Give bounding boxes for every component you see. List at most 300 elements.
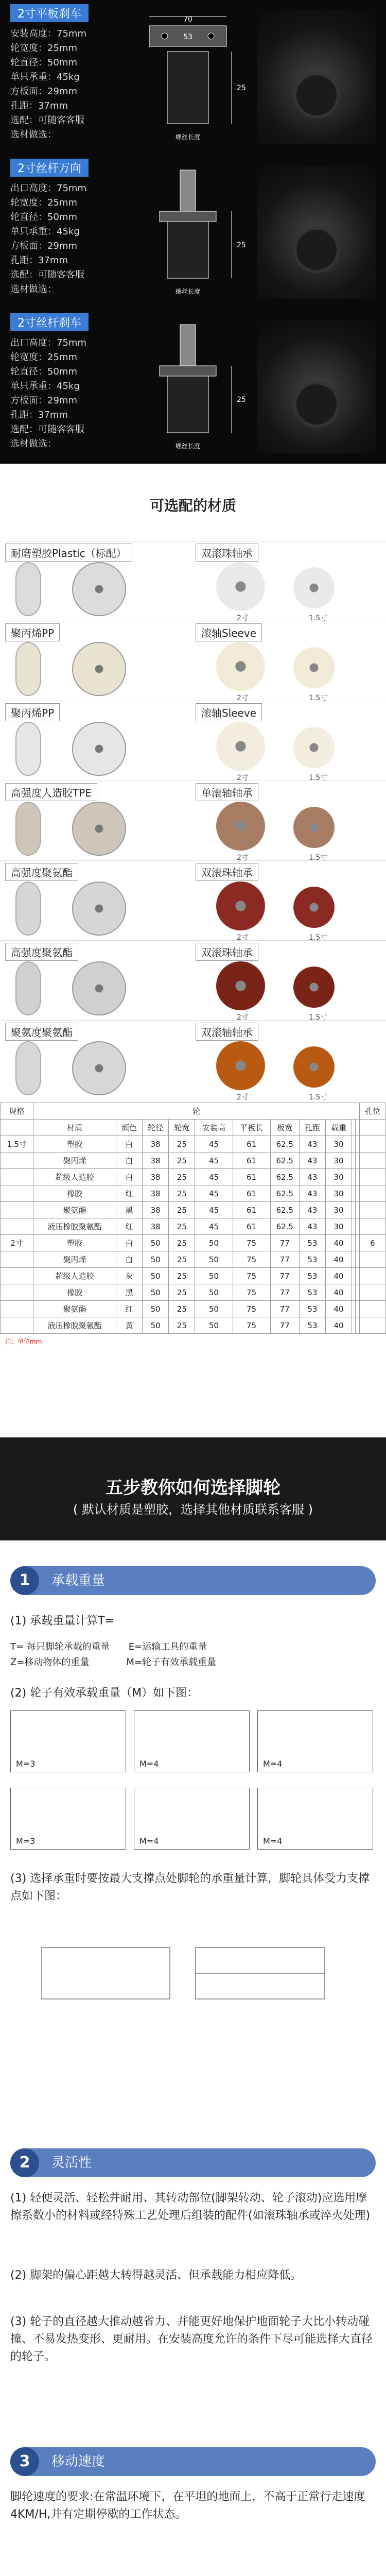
formula-label: M=3 <box>16 1759 36 1769</box>
table-cell: 灰 <box>116 1268 142 1284</box>
table-cell <box>1 1251 33 1268</box>
table-cell: 61 <box>233 1185 270 1202</box>
table-cell: 62.5 <box>270 1169 299 1185</box>
table-header: 规格 <box>1 1103 33 1120</box>
table-cell <box>359 1251 385 1268</box>
step-paragraph: 脚轮速度的要求:在常温环境下，在平坦的地面上，不高于正常行走速度4KM/H,并有定期停歇的工作状态。 <box>10 2490 365 2521</box>
spec-line: 轮宽度：25mm <box>10 352 77 363</box>
table-cell: 30 <box>325 1218 352 1235</box>
spec-line: 选材做选： <box>10 438 57 449</box>
table-cell <box>356 1153 359 1169</box>
table-cell: 40 <box>325 1268 352 1284</box>
material-name: 高强度聚氨酯 <box>5 863 78 881</box>
spec-line: 轮直径：50mm <box>10 57 77 68</box>
spec-line: 孔距：37mm <box>10 255 68 266</box>
table-cell: 25 <box>169 1218 195 1235</box>
table-cell: 77 <box>270 1251 299 1268</box>
table-cell: 橡胶 <box>33 1185 116 1202</box>
table-cell: 50 <box>195 1317 233 1334</box>
table-cell: 45 <box>195 1218 233 1235</box>
spec-line: 出口高度：75mm <box>10 337 86 348</box>
table-row <box>1 1169 386 1185</box>
table-cell: 超级人造胶 <box>33 1169 116 1185</box>
table-cell: 聚丙烯 <box>33 1153 116 1169</box>
table-cell <box>352 1235 356 1251</box>
table-cell <box>352 1251 356 1268</box>
table-cell: 50 <box>143 1235 169 1251</box>
table-cell <box>1 1284 33 1301</box>
table-cell: 38 <box>143 1202 169 1218</box>
table-cell <box>356 1136 359 1153</box>
table-cell: 30 <box>325 1185 352 1202</box>
table-cell: 75 <box>233 1284 270 1301</box>
table-footnote: 注：单位mm <box>5 1338 42 1345</box>
table-cell <box>359 1185 385 1202</box>
table-subheader: 载重 <box>325 1120 352 1136</box>
table-cell: 白 <box>116 1251 142 1268</box>
size-label: 1.5寸 <box>309 774 328 782</box>
spec-line: 单只承重：45kg <box>10 381 80 392</box>
spec-panel-3 <box>0 309 386 464</box>
table-cell <box>352 1268 356 1284</box>
five-steps-banner <box>0 1437 386 1540</box>
table-cell: 50 <box>143 1284 169 1301</box>
step-paragraph: (1) 承载重量计算T= <box>10 1615 115 1628</box>
table-cell: 红 <box>116 1185 142 1202</box>
material-name: 聚丙烯PP <box>5 703 60 721</box>
bearing-name: 滚轴Sleeve <box>196 703 262 721</box>
table-cell <box>352 1284 356 1301</box>
table-subheader-row <box>1 1120 386 1136</box>
table-cell: 50 <box>195 1268 233 1284</box>
spec-line: 孔距：37mm <box>10 100 68 111</box>
size-label: 1.5寸 <box>309 854 328 862</box>
step-paragraph: (2) 脚架的偏心距越大转得越灵活、但承载能力相应降低。 <box>10 2269 302 2282</box>
table-cell: 25 <box>169 1136 195 1153</box>
table-cell: 43 <box>299 1202 325 1218</box>
formula-box <box>10 1710 126 1772</box>
table-row <box>1 1202 386 1218</box>
table-cell: 45 <box>195 1169 233 1185</box>
spec-line: 选配：可随客客服 <box>10 424 84 435</box>
table-row <box>1 1284 386 1301</box>
table-row <box>1 1218 386 1235</box>
table-cell: 50 <box>195 1251 233 1268</box>
materials-heading: 可选配的材质 <box>149 497 236 514</box>
step-paragraph: (1) 轻便灵活、轻松并耐用、其转动部位(脚架转动、轮子滚动)应选用摩擦系数小的材料或经特殊工艺处理后组装的配件(如滚珠轴承或淬火处理) <box>10 2192 371 2222</box>
size-label: 2寸 <box>237 854 249 862</box>
table-cell: 黑 <box>116 1202 142 1218</box>
step-number: 3 <box>10 2447 39 2476</box>
wheel-front-image <box>72 1041 126 1095</box>
table-cell: 30 <box>325 1169 352 1185</box>
table-cell: 43 <box>299 1218 325 1235</box>
wheel-small-image <box>293 967 335 1008</box>
table-cell: 53 <box>299 1301 325 1317</box>
formula-label: M=4 <box>263 1836 283 1846</box>
formula-box <box>10 1788 126 1850</box>
material-row <box>0 860 386 940</box>
table-cell <box>356 1251 359 1268</box>
table-cell: 61 <box>233 1202 270 1218</box>
material-name: 聚氨度聚氨酯 <box>5 1023 78 1041</box>
table-cell <box>352 1185 356 1202</box>
table-cell <box>352 1202 356 1218</box>
table-cell: 75 <box>233 1301 270 1317</box>
spec-table-section <box>0 1103 386 1391</box>
size-label: 1.5寸 <box>309 694 328 702</box>
caster-photo <box>257 10 376 144</box>
table-cell: 53 <box>299 1317 325 1334</box>
table-row <box>1 1235 386 1251</box>
table-cell: 77 <box>270 1301 299 1317</box>
wheel-side-image <box>15 722 41 776</box>
wheel-side-image <box>15 882 41 936</box>
table-subheader: 轮径 <box>143 1120 169 1136</box>
table-cell: 53 <box>299 1268 325 1284</box>
wheel-large-image <box>216 961 265 1010</box>
table-header: 轮 <box>33 1103 360 1120</box>
step-title: 灵活性 <box>51 2155 92 2171</box>
spec-line: 方板面：29mm <box>10 395 77 406</box>
bearing-name: 双滚珠轴承 <box>196 863 258 881</box>
wheel-large-image <box>216 882 265 930</box>
formula-box <box>257 1710 373 1772</box>
wheel-side-image <box>15 961 41 1015</box>
table-cell: 聚氨酯 <box>33 1202 116 1218</box>
table-cell: 40 <box>325 1251 352 1268</box>
formula-label: M=4 <box>139 1836 159 1846</box>
formula-box <box>134 1788 250 1850</box>
size-label: 2寸 <box>237 694 249 702</box>
wheel-small-image <box>293 1046 335 1088</box>
table-cell <box>356 1268 359 1284</box>
spec-line: 选配：可随客客服 <box>10 115 84 126</box>
five-steps-subtitle: ( 默认材质是塑胶，选择其他材质联系客服 ) <box>73 1502 313 1517</box>
spec-lines <box>10 336 86 451</box>
wheel-small-image <box>293 807 335 848</box>
table-row <box>1 1268 386 1284</box>
formula-label: M=4 <box>139 1759 159 1769</box>
table-header: 孔位 <box>359 1103 385 1120</box>
table-subheader: 材质 <box>33 1120 116 1136</box>
wheel-large-image <box>216 1041 265 1090</box>
table-cell <box>1 1301 33 1317</box>
spec-line: 出口高度：75mm <box>10 183 86 194</box>
diagram-top-dim: 70 <box>183 15 192 24</box>
table-row <box>1 1317 386 1334</box>
table-cell: 43 <box>299 1169 325 1185</box>
table-cell <box>356 1317 359 1334</box>
table-cell <box>359 1218 385 1235</box>
table-header-row <box>1 1103 386 1120</box>
material-row <box>0 1020 386 1100</box>
table-subheader <box>352 1120 356 1136</box>
table-cell: 红 <box>116 1218 142 1235</box>
table-cell: 25 <box>169 1169 195 1185</box>
size-label: 1.5寸 <box>309 614 328 622</box>
table-cell <box>352 1136 356 1153</box>
material-row <box>0 541 386 621</box>
table-cell <box>359 1301 385 1317</box>
five-steps-title: 五步教你如何选择脚轮 <box>106 1478 280 1498</box>
wheel-side-image <box>15 642 41 696</box>
table-cell <box>352 1317 356 1334</box>
spec-line: 选材做选： <box>10 284 57 295</box>
spec-line: 方板面：29mm <box>10 86 77 97</box>
table-subheader: 板宽 <box>270 1120 299 1136</box>
table-cell: 红 <box>116 1301 142 1317</box>
table-cell: 45 <box>195 1202 233 1218</box>
spec-title: 2寸丝杆万向 <box>10 159 89 177</box>
size-label: 2寸 <box>237 934 249 942</box>
table-cell: 75 <box>233 1251 270 1268</box>
table-cell: 77 <box>270 1235 299 1251</box>
caster-diagram <box>129 165 247 299</box>
table-cell: 45 <box>195 1136 233 1153</box>
table-cell: 25 <box>169 1185 195 1202</box>
table-cell: 50 <box>195 1235 233 1251</box>
caster-diagram <box>129 319 247 453</box>
formula-label: M=3 <box>16 1836 36 1846</box>
formula-row <box>10 1710 376 1777</box>
formula-label: M=4 <box>263 1759 283 1769</box>
size-label: 1.5寸 <box>309 1093 328 1100</box>
spec-line: 孔距：37mm <box>10 410 68 420</box>
size-label: 2寸 <box>237 774 249 782</box>
spec-line: 轮直径：50mm <box>10 366 77 377</box>
table-row <box>1 1251 386 1268</box>
spec-line: 选配：可随客客服 <box>10 269 84 280</box>
bearing-name: 双滚珠轴承 <box>196 544 258 562</box>
material-name: 高强度聚氨酯 <box>5 943 78 961</box>
table-cell: 白 <box>116 1153 142 1169</box>
table-subheader: 颜色 <box>116 1120 142 1136</box>
caster-photo <box>257 319 376 453</box>
wheel-large-image <box>216 802 265 851</box>
table-cell <box>1 1268 33 1284</box>
material-row <box>0 621 386 701</box>
table-cell: 2寸 <box>1 1235 33 1251</box>
table-subheader <box>356 1120 359 1136</box>
table-cell <box>356 1218 359 1235</box>
diagram-height-dim: 25 <box>237 84 246 92</box>
table-cell: 61 <box>233 1169 270 1185</box>
step-paragraph: (3) 选择承重时要按最大支撑点处脚轮的承重量计算，脚轮具体受力支撑点如下图： <box>10 1872 370 1903</box>
table-cell: 38 <box>143 1185 169 1202</box>
spec-lines <box>10 181 86 297</box>
load-diagram <box>41 1927 340 2030</box>
table-cell: 62.5 <box>270 1218 299 1235</box>
wheel-large-image <box>216 562 265 611</box>
wheel-front-image <box>72 961 126 1015</box>
wheel-side-image <box>15 802 41 856</box>
diagram-foot-label: 螺丝长度 <box>175 288 201 295</box>
material-name: 高强度人造胶TPE <box>5 783 97 801</box>
table-cell <box>1 1185 33 1202</box>
diagram-height-dim: 25 <box>237 241 246 249</box>
table-cell <box>359 1317 385 1334</box>
table-cell: 50 <box>143 1251 169 1268</box>
table-row <box>1 1136 386 1153</box>
spec-title: 2寸丝杆刹车 <box>10 313 89 331</box>
step-header <box>10 2148 376 2177</box>
table-cell: 40 <box>325 1284 352 1301</box>
wheel-front-image <box>72 642 126 696</box>
diagram-foot-label: 螺丝长度 <box>175 133 201 141</box>
table-cell <box>1 1153 33 1169</box>
spec-line: 方板面：29mm <box>10 241 77 251</box>
bearing-name: 单滚轴轴承 <box>196 783 258 801</box>
table-cell: 50 <box>143 1268 169 1284</box>
wheel-front-image <box>72 562 126 616</box>
table-cell: 62.5 <box>270 1202 299 1218</box>
wheel-small-image <box>293 727 335 768</box>
diagram-foot-label: 螺丝长度 <box>175 443 201 450</box>
step-paragraph: Z=移动物体的重量 M=轮子有效承载重量 <box>10 1657 217 1668</box>
table-cell <box>356 1301 359 1317</box>
step-2 <box>0 2138 386 2437</box>
step-paragraph: T= 每只脚轮承载的重量 E=运输工具的重量 <box>10 1641 207 1652</box>
table-cell: 75 <box>233 1317 270 1334</box>
size-label: 2寸 <box>237 1013 249 1022</box>
wheel-front-image <box>72 722 126 776</box>
step-paragraph: (3) 轮子的直径越大推动越省力、并能更好地保护地面轮子大比小转动碰撞、不易发热变形、更耐用。在安装高度允许的条件下尽可能选择大直径的轮子。 <box>10 2315 373 2363</box>
table-row <box>1 1185 386 1202</box>
table-cell: 25 <box>169 1317 195 1334</box>
step-3 <box>0 2437 386 2576</box>
table-cell: 75 <box>233 1268 270 1284</box>
size-label: 1.5寸 <box>309 1013 328 1022</box>
table-cell: 62.5 <box>270 1153 299 1169</box>
table-cell: 77 <box>270 1268 299 1284</box>
table-cell <box>359 1202 385 1218</box>
wheel-large-image <box>216 722 265 771</box>
diagram-inner-dim: 53 <box>183 33 192 41</box>
table-cell: 38 <box>143 1169 169 1185</box>
material-row <box>0 701 386 781</box>
wheel-large-image <box>216 642 265 691</box>
step-1 <box>0 1556 386 2138</box>
table-cell: 橡胶 <box>33 1284 116 1301</box>
material-row <box>0 940 386 1020</box>
table-cell <box>352 1153 356 1169</box>
table-subheader <box>1 1120 33 1136</box>
table-cell: 40 <box>325 1235 352 1251</box>
table-cell: 40 <box>325 1301 352 1317</box>
spec-line: 单只承重：45kg <box>10 226 80 237</box>
material-name: 聚丙烯PP <box>5 623 60 641</box>
table-cell <box>359 1284 385 1301</box>
size-label: 2寸 <box>237 614 249 622</box>
bearing-name: 滚轴Sleeve <box>196 623 262 641</box>
spec-title: 2寸平板刹车 <box>10 4 89 22</box>
table-cell: 75 <box>233 1235 270 1251</box>
formula-box <box>257 1788 373 1850</box>
step-header <box>10 1566 376 1595</box>
wheel-small-image <box>293 887 335 928</box>
step-paragraph: (2) 轮子有效承载重量（M）如下图： <box>10 1687 199 1700</box>
table-row <box>1 1153 386 1169</box>
table-cell <box>356 1284 359 1301</box>
table-cell: 塑胶 <box>33 1235 116 1251</box>
table-subheader: 孔距 <box>299 1120 325 1136</box>
material-row <box>0 781 386 860</box>
spec-line: 轮直径：50mm <box>10 212 77 223</box>
spec-line: 轮宽度：25mm <box>10 43 77 54</box>
table-cell: 超级人造胶 <box>33 1268 116 1284</box>
table-cell: 25 <box>169 1284 195 1301</box>
formula-box <box>134 1710 250 1772</box>
table-cell: 25 <box>169 1251 195 1268</box>
wheel-side-image <box>15 1041 41 1095</box>
spec-panel-1 <box>0 0 386 155</box>
wheel-small-image <box>293 647 335 688</box>
step-title: 承载重量 <box>51 1573 106 1588</box>
table-cell: 45 <box>195 1153 233 1169</box>
table-cell: 61 <box>233 1153 270 1169</box>
table-cell: 77 <box>270 1284 299 1301</box>
table-cell <box>1 1317 33 1334</box>
spec-lines <box>10 27 86 142</box>
table-cell: 50 <box>143 1301 169 1317</box>
table-cell: 40 <box>325 1317 352 1334</box>
wheel-front-image <box>72 802 126 856</box>
table-cell: 53 <box>299 1284 325 1301</box>
step-title: 移动速度 <box>51 2454 106 2469</box>
table-cell <box>359 1136 385 1153</box>
table-cell: 77 <box>270 1317 299 1334</box>
table-cell <box>359 1268 385 1284</box>
table-cell <box>356 1169 359 1185</box>
table-cell: 43 <box>299 1185 325 1202</box>
table-cell: 30 <box>325 1136 352 1153</box>
table-cell: 黄 <box>116 1317 142 1334</box>
table-cell: 白 <box>116 1136 142 1153</box>
table-cell: 25 <box>169 1202 195 1218</box>
table-cell: 25 <box>169 1235 195 1251</box>
table-cell: 61 <box>233 1136 270 1153</box>
table-cell: 25 <box>169 1301 195 1317</box>
wheel-small-image <box>293 567 335 608</box>
table-cell: 6 <box>359 1235 385 1251</box>
table-subheader: 轮宽 <box>169 1120 195 1136</box>
formula-row <box>10 1788 376 1855</box>
spec-line: 安装高度：75mm <box>10 28 86 39</box>
table-cell: 50 <box>195 1284 233 1301</box>
wheel-side-image <box>15 562 41 616</box>
table-cell: 43 <box>299 1136 325 1153</box>
table-cell: 黑 <box>116 1284 142 1301</box>
table-cell: 液压橡胶聚氨酯 <box>33 1317 116 1334</box>
table-row <box>1 1301 386 1317</box>
table-cell: 62.5 <box>270 1136 299 1153</box>
table-cell: 白 <box>116 1235 142 1251</box>
wheel-front-image <box>72 882 126 936</box>
table-subheader: 平板长 <box>233 1120 270 1136</box>
step-number: 2 <box>10 2148 39 2177</box>
caster-photo <box>257 165 376 299</box>
table-cell: 25 <box>169 1153 195 1169</box>
table-cell: 50 <box>195 1301 233 1317</box>
table-cell <box>356 1202 359 1218</box>
table-cell: 62.5 <box>270 1185 299 1202</box>
table-cell: 50 <box>143 1317 169 1334</box>
table-cell <box>352 1301 356 1317</box>
size-label: 2寸 <box>237 1093 249 1100</box>
table-cell: 30 <box>325 1202 352 1218</box>
spec-line: 单只承重：45kg <box>10 72 80 82</box>
